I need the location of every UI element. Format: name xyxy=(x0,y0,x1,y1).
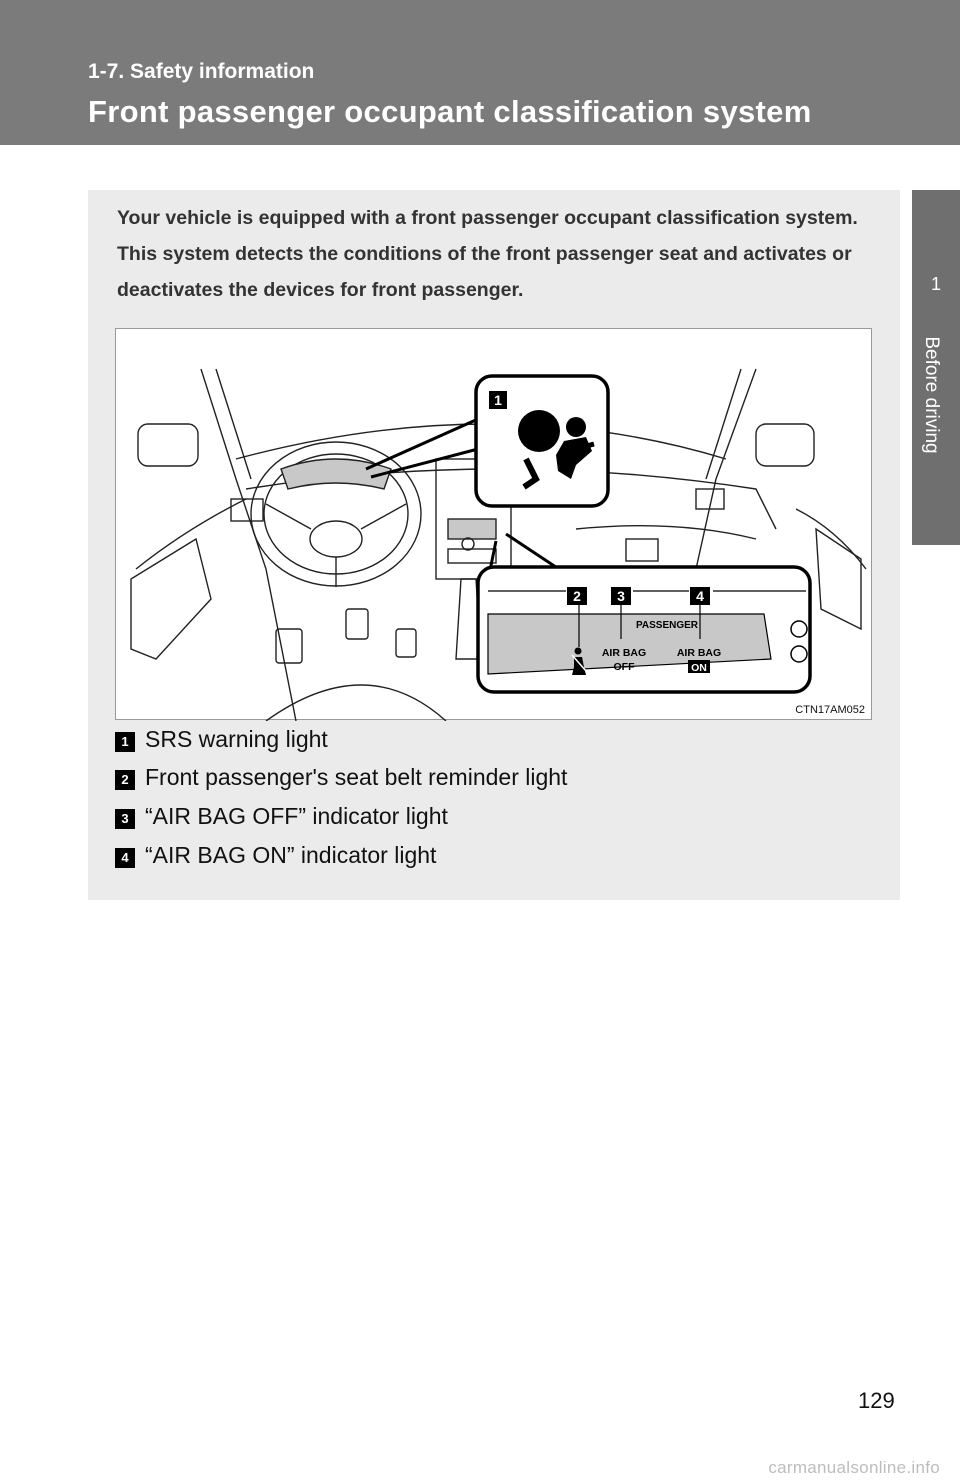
legend-item-3 xyxy=(115,799,875,835)
passenger-label: PASSENGER xyxy=(635,620,699,631)
legend-text: “AIR BAG OFF” indicator light xyxy=(145,803,448,829)
legend-item-4 xyxy=(115,838,875,874)
chapter-number: 1 xyxy=(930,274,941,294)
watermark[interactable]: carmanualsonline.info xyxy=(768,1458,940,1477)
legend-text: SRS warning light xyxy=(145,726,328,752)
svg-text:2: 2 xyxy=(573,588,581,604)
dashboard-illustration xyxy=(115,328,872,720)
legend-number: 1 xyxy=(115,732,135,752)
figure-code: CTN17AM052 xyxy=(795,704,865,716)
airbag-on-state: ON xyxy=(691,662,707,674)
svg-text:4: 4 xyxy=(696,588,704,604)
callout-badge-4 xyxy=(690,587,710,605)
legend-text: “AIR BAG ON” indicator light xyxy=(145,842,437,868)
airbag-on-label: AIR BAG xyxy=(676,647,722,659)
page-header xyxy=(0,0,960,145)
section-title: 1-7. Safety information xyxy=(88,60,315,83)
legend-number: 3 xyxy=(115,809,135,829)
legend-number: 2 xyxy=(115,770,135,790)
legend-item-1 xyxy=(115,722,875,758)
chapter-label: Before driving xyxy=(921,336,942,454)
callout-badge-3 xyxy=(611,587,631,605)
airbag-off-label: AIR BAG xyxy=(601,647,647,659)
callout-badge-1 xyxy=(489,391,507,409)
svg-text:1: 1 xyxy=(494,392,502,408)
svg-text:3: 3 xyxy=(617,588,625,604)
callout-badge-2 xyxy=(567,587,587,605)
page-number: 129 xyxy=(858,1388,895,1413)
legend-text: Front passenger's seat belt reminder light xyxy=(145,764,568,790)
legend-number: 4 xyxy=(115,848,135,868)
dashboard-drawing xyxy=(116,329,873,721)
intro-paragraph: Your vehicle is equipped with a front passenger occupant classification system. This system detects the conditions of the front passenger seat and activates or deactivates the devices for front passenger. xyxy=(117,207,858,301)
page-title: Front passenger occupant classification system xyxy=(88,94,812,129)
legend-item-2 xyxy=(115,760,875,796)
airbag-off-state: OFF xyxy=(613,661,635,673)
